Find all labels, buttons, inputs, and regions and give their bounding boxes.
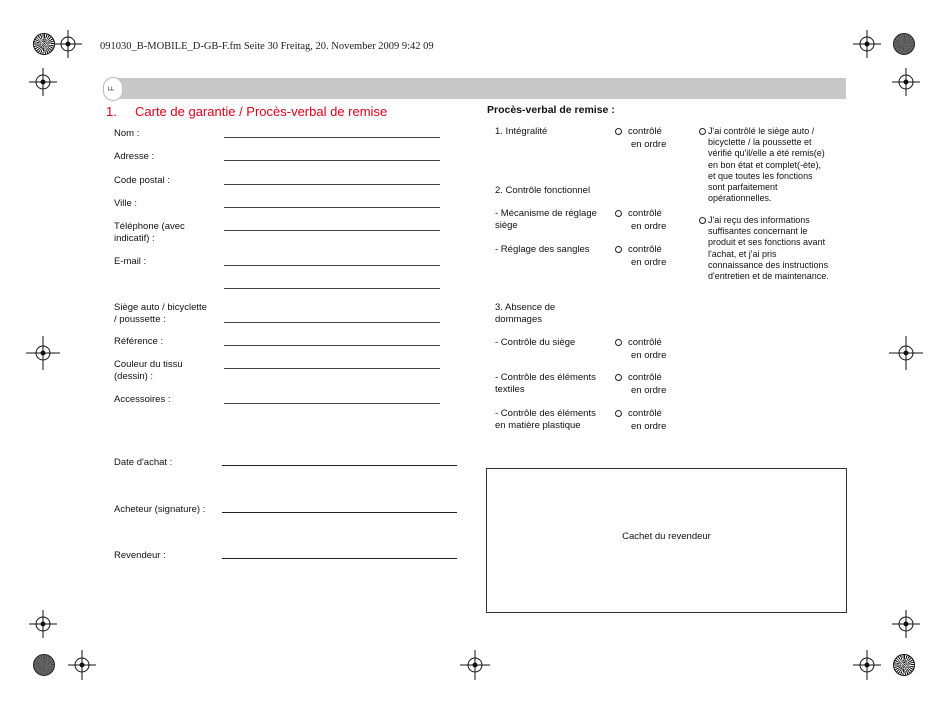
section-number: 1. (106, 104, 117, 119)
pv-title: Procès-verbal de remise : (487, 104, 615, 116)
registration-mark-bl (29, 610, 57, 638)
pv-absence-line2: dommages (495, 313, 542, 325)
statement-info-line: connaissance des instructions (708, 259, 829, 270)
color-rosette-bl (33, 654, 55, 676)
statement-info-line: l'achat, et j'ai pris (708, 248, 777, 259)
pv-plastique-line2: en matière plastique (495, 419, 581, 431)
pv-textiles-line1: - Contrôle des éléments (495, 372, 596, 383)
label-code-postal: Code postal : (114, 175, 170, 186)
registration-mark-br (892, 610, 920, 638)
section-title: Carte de garantie / Procès-verbal de remise (135, 104, 388, 119)
color-rosette-tr (893, 33, 915, 55)
label-siege-line1: Siège auto / bicyclette (114, 302, 207, 313)
pv-plastique-line1: - Contrôle des éléments (495, 408, 596, 419)
registration-mark-tr (853, 30, 881, 58)
statement-info-line: produit et ses fonctions avant (708, 237, 826, 248)
registration-mark-tl (54, 30, 82, 58)
registration-mark-bl2 (68, 650, 96, 680)
registration-mark-br2 (853, 650, 881, 680)
label-accessoires: Accessoires : (114, 394, 171, 405)
label-reference: Référence : (114, 336, 164, 347)
check-ordre: en ordre (631, 349, 667, 361)
statement-control-line: en bon état et complet(-ète), (708, 159, 822, 170)
statement-info-line: J'ai reçu des informations (708, 215, 810, 225)
statement-control-line: sont parfaitement (708, 182, 778, 193)
statement-info-line: suffisantes concernant le (708, 226, 808, 237)
pv-mecanisme-line2: siège (495, 219, 518, 231)
file-header: 091030_B-MOBILE_D-GB-F.fm Seite 30 Freitag, 20. November 2009 9:42 09 (100, 41, 434, 52)
check-ctrl: contrôlé (628, 208, 662, 219)
check-ctrl: contrôlé (628, 372, 662, 383)
check-ordre: en ordre (631, 256, 667, 268)
pv-mecanisme-line1: - Mécanisme de réglage (495, 208, 597, 219)
label-telephone-line2: indicatif) : (114, 232, 155, 244)
label-couleur-line2: (dessin) : (114, 370, 154, 382)
pv-sangles: - Réglage des sangles (495, 244, 590, 255)
check-ordre: en ordre (631, 420, 667, 432)
pv-textiles-line2: textiles (495, 383, 525, 395)
check-ctrl: contrôlé (628, 126, 662, 137)
statement-control-line: J'ai contrôlé le siège auto / (708, 126, 815, 136)
label-ville: Ville : (114, 198, 138, 209)
statement-control-line: opérationnelles. (708, 193, 772, 204)
label-acheteur: Acheteur (signature) : (114, 504, 206, 515)
check-ctrl: contrôlé (628, 408, 662, 419)
check-ctrl: contrôlé (628, 244, 662, 255)
registration-mark-left (26, 336, 60, 370)
stamp-label: Cachet du revendeur (622, 531, 711, 542)
color-rosette-br (893, 654, 915, 676)
pv-controle-siege: - Contrôle du siège (495, 337, 576, 348)
label-nom: Nom : (114, 128, 140, 139)
statement-info-line: d'entretien et de maintenance. (708, 271, 829, 282)
registration-mark-tl2 (29, 68, 57, 96)
check-ordre: en ordre (631, 220, 667, 232)
label-siege-line2: / poussette : (114, 313, 166, 325)
registration-mark-bc (460, 650, 490, 680)
language-tab-letter: F (106, 86, 116, 91)
label-adresse: Adresse : (114, 151, 155, 162)
color-rosette-tl (33, 33, 55, 55)
label-couleur-line1: Couleur du tissu (114, 359, 183, 370)
pv-controle-fonctionnel: 2. Contrôle fonctionnel (495, 185, 591, 196)
pv-absence-line1: 3. Absence de (495, 302, 556, 313)
check-ctrl: contrôlé (628, 337, 662, 348)
label-email: E-mail : (114, 256, 147, 267)
label-date-achat: Date d'achat : (114, 457, 173, 468)
statement-control-line: et que toutes les fonctions (708, 170, 813, 181)
registration-mark-tr2 (892, 68, 920, 96)
statement-control-line: bicyclette / la poussette et (708, 137, 812, 148)
check-ordre: en ordre (631, 138, 667, 150)
registration-mark-right (889, 336, 923, 370)
statement-control-line: vérifié qu'il/elle a été remis(e) (708, 148, 825, 159)
label-telephone-line1: Téléphone (avec (114, 221, 185, 232)
label-revendeur: Revendeur : (114, 550, 166, 561)
pv-integralite: 1. Intégralité (495, 126, 548, 137)
check-ordre: en ordre (631, 384, 667, 396)
